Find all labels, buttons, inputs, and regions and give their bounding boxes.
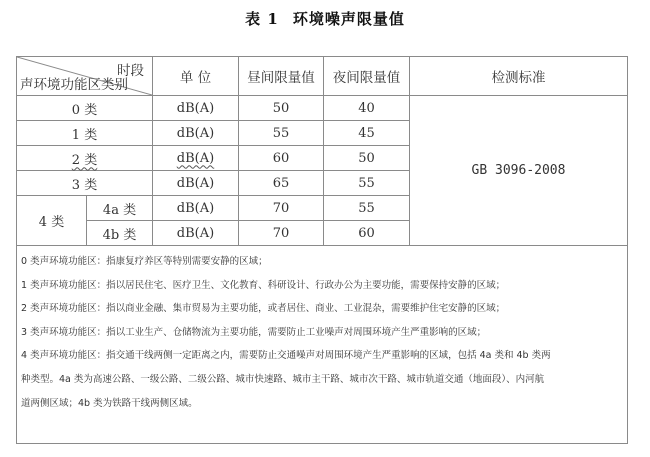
- note-line: 1 类声环境功能区：指以居民住宅、医疗卫生、文化教育、科研设计、行政办公为主要功能，需要保持安静的区域；: [21, 279, 506, 291]
- note-line: 0 类声环境功能区：指康复疗养区等特别需要安静的区域；: [21, 256, 268, 267]
- noise-limit-table: [16, 56, 628, 444]
- header-row: [17, 57, 628, 96]
- unit-cell: dB(A): [153, 96, 239, 121]
- unit-header: 单 位: [153, 57, 239, 96]
- day-limit-cell: 55: [239, 121, 324, 146]
- day-limit-cell: 70: [239, 221, 324, 246]
- category-cell: [17, 146, 153, 171]
- category-group-cell: 4 类: [17, 196, 87, 246]
- unit-cell: dB(A): [153, 171, 239, 196]
- day-limit-header: 昼间限量值: [239, 57, 324, 96]
- category-cell: 3 类: [17, 171, 153, 196]
- day-limit-cell: 50: [239, 96, 324, 121]
- table-row: [17, 96, 628, 121]
- night-limit-cell: 50: [324, 146, 410, 171]
- unit-text: dB(A): [176, 150, 215, 166]
- note-line: 道两侧区域；4b 类为铁路干线两侧区域。: [21, 397, 198, 409]
- unit-cell: dB(A): [153, 121, 239, 146]
- period-label: 时段: [117, 63, 144, 79]
- unit-cell: dB(A): [153, 221, 239, 246]
- day-limit-cell: 70: [239, 196, 324, 221]
- notes-cell: [17, 246, 628, 444]
- note-line: 4 类声环境功能区：指交通干线两侧一定距离之内，需要防止交通噪声对周围环境产生严重影响的区域，包括 4a 类和 4b 类两: [21, 350, 551, 362]
- unit-cell: dB(A): [153, 196, 239, 221]
- zone-category-label: 声环境功能区类别: [20, 77, 128, 93]
- unit-cell: [153, 146, 239, 171]
- standard-header: 检测标准: [410, 57, 628, 96]
- night-limit-cell: 55: [324, 196, 410, 221]
- night-limit-cell: 40: [324, 96, 410, 121]
- diagonal-header-cell: [17, 57, 153, 96]
- category-text: 2 类: [71, 152, 98, 168]
- subcategory-cell: 4b 类: [87, 221, 153, 246]
- category-cell: 1 类: [17, 121, 153, 146]
- table-number: 表 1: [245, 10, 279, 28]
- note-line: 种类型。4a 类为高速公路、一级公路、二级公路、城市快速路、城市主干路、城市次干路、城市轨道交通（地面段）、内河航: [21, 373, 545, 385]
- note-line: 3 类声环境功能区：指以工业生产、仓储物流为主要功能，需要防止工业噪声对周围环境产生严重影响的区域；: [21, 326, 487, 338]
- day-limit-cell: 65: [239, 171, 324, 196]
- category-cell: 0 类: [17, 96, 153, 121]
- note-line: 2 类声环境功能区：指以商业金融、集市贸易为主要功能，或者居住、商业、工业混杂，需要维护住宅安静的区域；: [21, 303, 506, 315]
- table-caption: 环境噪声限量值: [292, 10, 405, 28]
- night-limit-cell: 60: [324, 221, 410, 246]
- subcategory-cell: 4a 类: [87, 196, 153, 221]
- standard-cell: GB 3096-2008: [410, 96, 628, 246]
- table-title: [0, 8, 650, 29]
- night-limit-cell: 45: [324, 121, 410, 146]
- night-limit-cell: 55: [324, 171, 410, 196]
- day-limit-cell: 60: [239, 146, 324, 171]
- night-limit-header: 夜间限量值: [324, 57, 410, 96]
- notes-row: [17, 246, 628, 444]
